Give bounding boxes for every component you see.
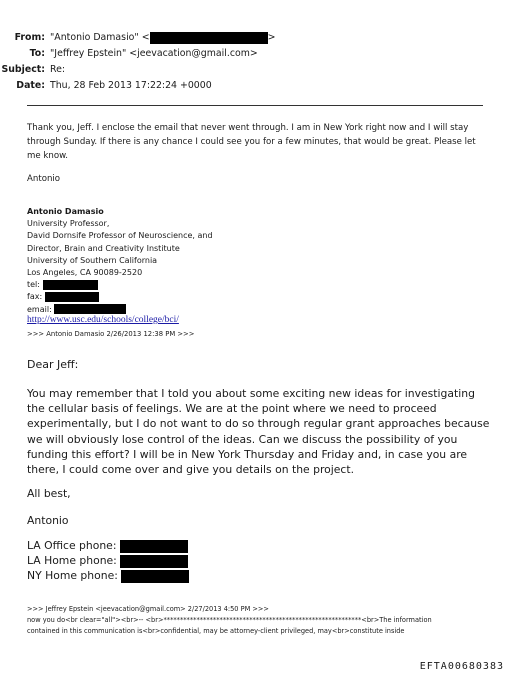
email-label: email: — [27, 304, 52, 314]
footer-quote-line-1: >>> Jeffrey Epstein <jeevacation@gmail.com> 2/27/2013 4:50 PM >>> — [27, 605, 269, 613]
footer-quote-line-3: contained in this communication is<br>confidential, may be attorney-client privileged, may<br>constitute inside — [27, 627, 405, 635]
from-value: "Antonio Damasio" < — [50, 32, 150, 43]
date-label: Date: — [16, 80, 45, 91]
redaction-bar — [120, 540, 188, 553]
la-home-label: LA Home phone: — [27, 554, 117, 567]
signature-title-2: David Dornsife Professor of Neuroscience, and — [27, 231, 213, 241]
redaction-bar — [150, 32, 268, 44]
closing: All best, — [27, 487, 71, 500]
original-paragraph: You may remember that I told you about some exciting new ideas for investigating the cellular basis of feelings. We are at the point where we need to proceed experimentally, but I do not want to do so through regular grant approaches because we will obviously lose control of the ideas. Can we discuss the possibility of you funding this effort? I will be in New York Thursday and Friday and, in case you are there, I could come over and give you details on the project. — [27, 387, 490, 477]
footer-quote-line-2: now you do<br clear="all"><br>-- <br>************************************************************<br>The information — [27, 616, 432, 624]
to-label: To: — [29, 48, 45, 59]
reply-line-2: through Sunday. If there is any chance I could see you for a few minutes, that would be great. Please let — [27, 137, 476, 147]
signature-block — [27, 206, 213, 316]
from-row — [0, 30, 275, 46]
redaction-bar — [54, 304, 126, 314]
usc-link[interactable]: http://www.usc.edu/schools/college/bci/ — [27, 315, 179, 325]
original-name: Antonio — [27, 514, 69, 527]
signature-city: Los Angeles, CA 90089-2520 — [27, 268, 143, 278]
la-office-label: LA Office phone: — [27, 539, 117, 552]
greeting: Dear Jeff: — [27, 358, 79, 371]
subject-label: Subject: — [1, 64, 45, 75]
to-row — [0, 46, 258, 62]
reply-signoff: Antonio — [27, 174, 61, 184]
la-home-phone-row — [27, 553, 188, 568]
signature-tel — [27, 279, 213, 291]
from-label: From: — [14, 32, 45, 43]
from-tail: > — [267, 32, 276, 43]
header-divider — [27, 105, 483, 106]
la-office-phone-row — [27, 538, 188, 553]
redaction-bar — [45, 292, 99, 302]
to-value: "Jeffrey Epstein" <jeevacation@gmail.com> — [50, 48, 258, 59]
signature-email — [27, 304, 213, 316]
ny-home-label: NY Home phone: — [27, 569, 118, 582]
signature-university: University of Southern California — [27, 255, 158, 265]
redaction-bar — [120, 555, 188, 568]
signature-title-3: Director, Brain and Creativity Institute — [27, 243, 180, 253]
quoted-header: >>> Antonio Damasio 2/26/2013 12:38 PM >>> — [27, 330, 195, 338]
fax-label: fax: — [27, 292, 43, 302]
document-id: EFTA00680383 — [419, 661, 504, 672]
redaction-bar — [43, 280, 98, 290]
redaction-bar — [121, 570, 189, 583]
signature-title-1: University Professor, — [27, 219, 110, 229]
signature-fax — [27, 291, 213, 303]
ny-home-phone-row — [27, 568, 189, 583]
date-row — [0, 78, 212, 94]
tel-label: tel: — [27, 280, 40, 290]
subject-row — [0, 62, 65, 78]
date-value: Thu, 28 Feb 2013 17:22:24 +0000 — [50, 80, 212, 91]
subject-value: Re: — [50, 64, 66, 75]
signature-name: Antonio Damasio — [27, 207, 104, 216]
reply-line-3: me know. — [27, 151, 69, 161]
reply-line-1: Thank you, Jeff. I enclose the email that never went through. I am in New York right now and I will stay — [27, 123, 469, 133]
